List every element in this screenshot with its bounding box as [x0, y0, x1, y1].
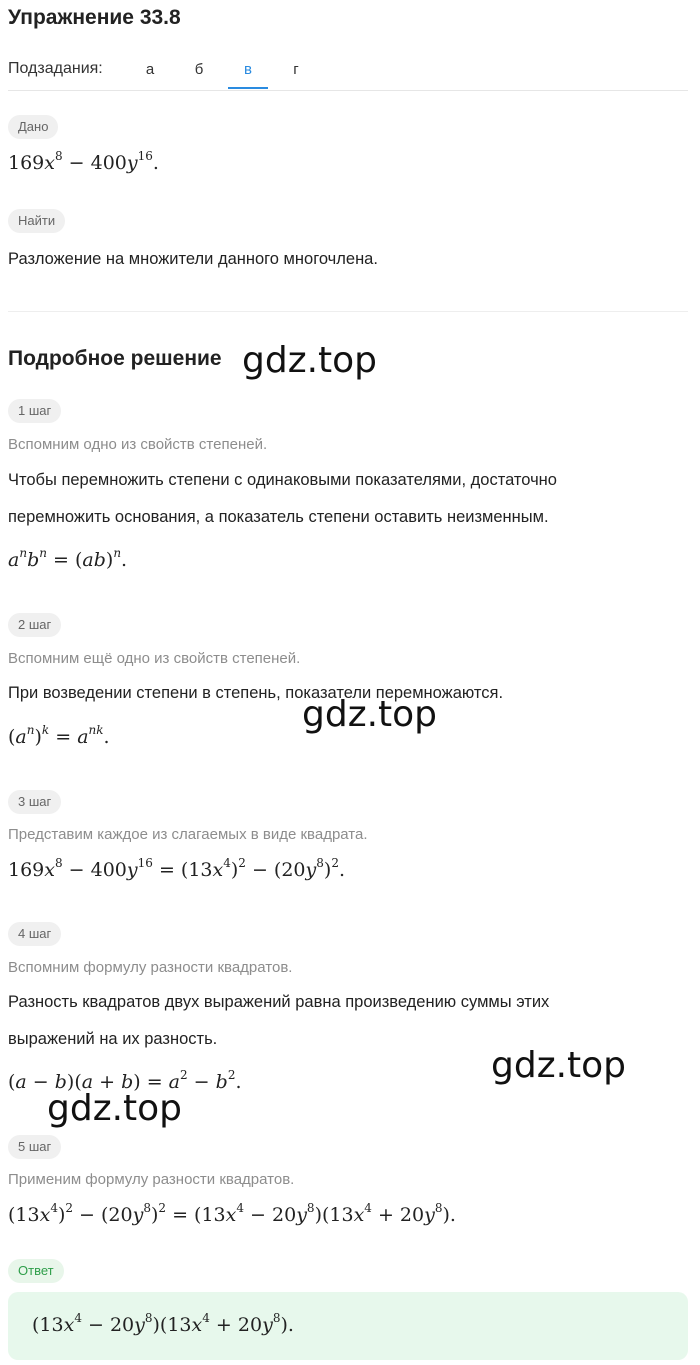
answer-box [8, 1292, 688, 1360]
step-3-hint: Представим каждое из слагаемых в виде квадрата. [8, 826, 368, 843]
step-5-formula: $(13x^4)^2 - (20y^8)^2 = (13x^4 - 20y^8)(13x^4 + 20y^8)$. [8, 1201, 456, 1226]
step-1-text-line-1: Чтобы перемножить степени с одинаковыми показателями, достаточно [8, 471, 557, 489]
step-1-chip: 1 шаг [8, 399, 61, 423]
step-2-text-line-1: При возведении степени в степень, показатели перемножаются. [8, 684, 504, 702]
watermark: gdz.top [242, 340, 378, 381]
step-4-hint: Вспомним формулу разности квадратов. [8, 959, 293, 976]
step-4-text-line-2: выражений на их разность. [8, 1030, 218, 1048]
step-1-hint: Вспомним одно из свойств степеней. [8, 436, 268, 453]
step-4-text-line-1: Разность квадратов двух выражений равна произведению суммы этих [8, 993, 550, 1011]
watermark: gdz.top [302, 694, 438, 735]
step-3-chip: 3 шаг [8, 790, 61, 814]
tab-v[interactable]: в [228, 50, 268, 89]
step-5-chip: 5 шаг [8, 1135, 61, 1159]
subtasks-label: Подзадания: [8, 60, 103, 77]
tab-b[interactable]: б [194, 61, 204, 78]
step-1-formula: $a^nb^n = (ab)^n$. [8, 546, 128, 571]
subtask-tabs [8, 50, 688, 91]
step-4-formula: $(a - b)(a + b) = a^2 - b^2$. [8, 1068, 242, 1093]
divider [8, 311, 688, 312]
watermark: gdz.top [47, 1088, 183, 1129]
page-title: Упражнение 33.8 [8, 6, 181, 29]
solution-title: Подробное решение [8, 347, 222, 370]
step-2-chip: 2 шаг [8, 613, 61, 637]
tab-g[interactable]: г [293, 61, 299, 78]
step-2-hint: Вспомним ещё одно из свойств степеней. [8, 650, 301, 667]
given-chip: Дано [8, 115, 58, 139]
find-chip: Найти [8, 209, 65, 233]
step-1-text-line-2: перемножить основания, а показатель степени оставить неизменным. [8, 508, 549, 526]
step-2-formula: $(a^n)^k = a^{nk}$. [8, 723, 110, 748]
step-5-hint: Применим формулу разности квадратов. [8, 1171, 295, 1188]
watermark: gdz.top [491, 1045, 627, 1086]
answer-chip: Ответ [8, 1259, 64, 1283]
given-expression: $169x^8 - 400y^{16}$. [8, 149, 159, 174]
answer-formula: $(13x^4 - 20y^8)(13x^4 + 20y^8)$. [32, 1311, 294, 1336]
step-3-formula: $169x^8 - 400y^{16} = (13x^4)^2 - (20y^8)^2$. [8, 856, 345, 881]
tab-a[interactable]: а [145, 61, 155, 78]
find-text: Разложение на множители данного многочлена. [8, 250, 378, 268]
step-4-chip: 4 шаг [8, 922, 61, 946]
